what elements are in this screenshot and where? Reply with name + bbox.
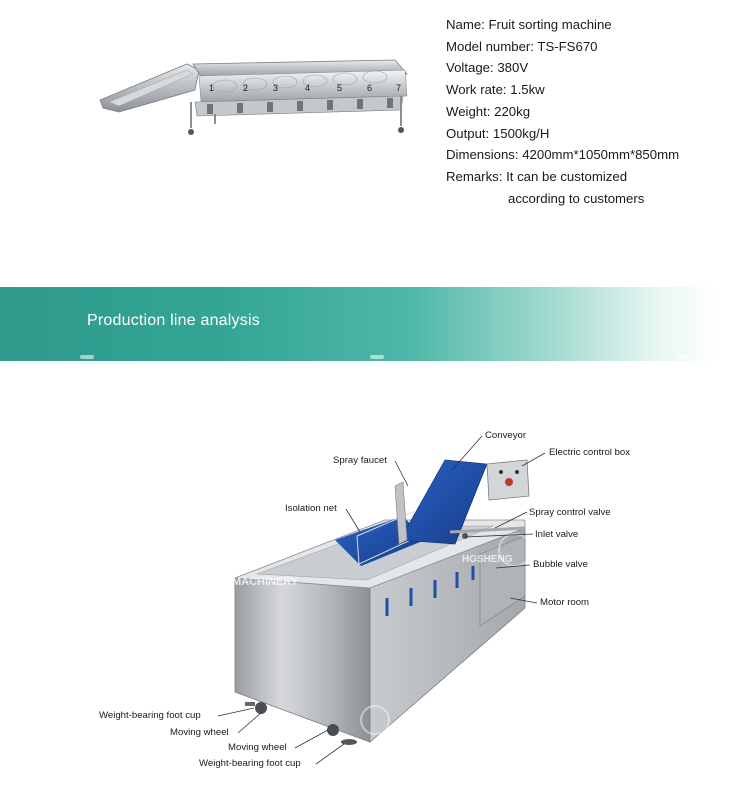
spec-voltage: Voltage: 380V [446,60,529,76]
bin-number: 7 [396,83,402,93]
callout-electric-control-box: Electric control box [549,447,631,458]
bin-number: 4 [305,83,311,93]
spec-name: Name: Fruit sorting machine [446,17,612,32]
watermark: HGSHENG [462,554,513,565]
callout-conveyor: Conveyor [485,430,527,441]
spec-output: Output: 1500kg/H [446,125,550,141]
spec-model: Model number: TS-FS670 [446,38,598,54]
spec-dimensions: Dimensions: 4200mm*1050mm*850mm [446,147,680,163]
section-title: Production line analysis [87,312,260,329]
callout-motor-room: Motor room [540,597,590,608]
callout-spray-faucet: Spray faucet [333,455,387,466]
bin-number: 2 [243,83,249,93]
callout-foot-cup: Weight-bearing foot cup [199,758,301,769]
bin-number: 5 [337,83,343,93]
spec-remarks: Remarks: It can be customized [446,168,628,184]
spec-weight: Weight: 220kg [446,103,531,119]
callout-moving-wheel: Moving wheel [228,742,287,753]
bin-number: 6 [367,83,373,93]
spec-work-rate: Work rate: 1.5kw [446,82,545,98]
spec-remarks-continued: according to customers [508,190,645,206]
bin-number: 3 [273,83,279,93]
callout-isolation-net: Isolation net [285,503,337,514]
callout-moving-wheel: Moving wheel [170,727,229,738]
watermark: MACHINERY [232,576,299,588]
callout-inlet-valve: Inlet valve [535,529,579,540]
callout-spray-control-valve: Spray control valve [529,507,611,518]
bin-number: 1 [209,83,215,93]
callout-bubble-valve: Bubble valve [533,559,588,570]
callout-foot-cup: Weight-bearing foot cup [99,710,201,721]
